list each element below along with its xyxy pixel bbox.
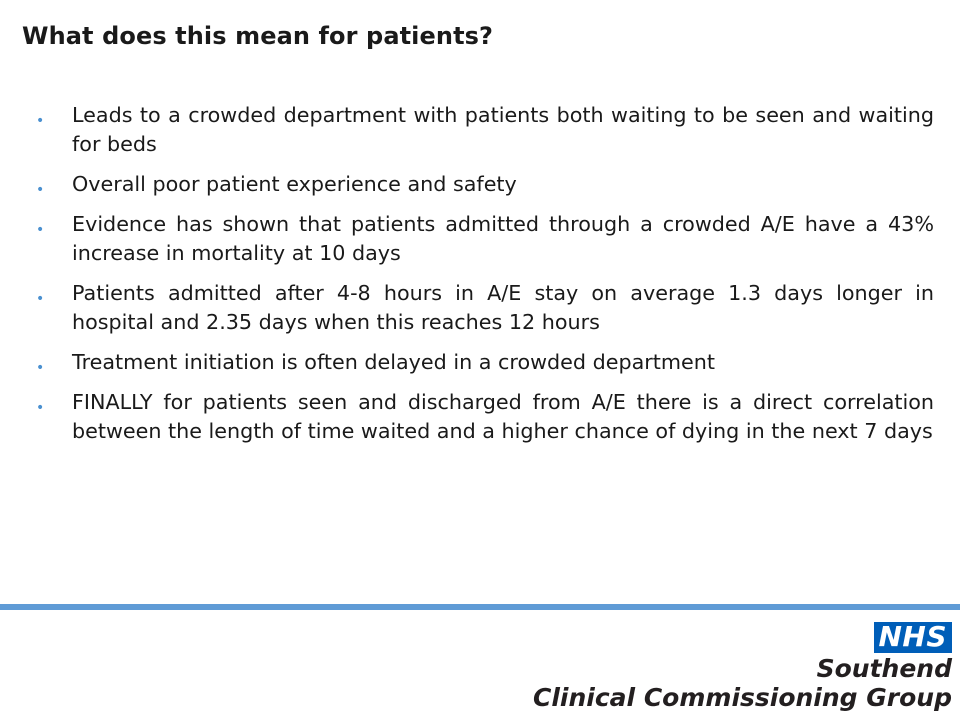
page-title: What does this mean for patients? <box>22 22 494 50</box>
bullet-dot-icon: • <box>36 222 45 238</box>
nhs-badge: NHS <box>874 622 952 653</box>
bullet-dot-icon: • <box>36 360 45 376</box>
org-name: Southend <box>816 654 952 683</box>
org-subtitle: Clinical Commissioning Group <box>533 683 952 712</box>
bullet-list <box>30 101 934 457</box>
bullet-text: FINALLY for patients seen and discharged from A/E there is a direct correlation between the length of time waited and a higher chance of dying in the next 7 days <box>72 390 934 443</box>
bullet-dot-icon: • <box>36 291 45 307</box>
list-item <box>30 348 934 377</box>
bullet-text: Overall poor patient experience and safety <box>72 172 517 196</box>
footer-divider <box>0 604 960 610</box>
bullet-dot-icon: • <box>36 113 45 129</box>
list-item <box>30 279 934 337</box>
nhs-logo <box>533 622 952 712</box>
list-item <box>30 101 934 159</box>
list-item <box>30 170 934 199</box>
list-item <box>30 210 934 268</box>
bullet-text: Evidence has shown that patients admitted through a crowded A/E have a 43% increase in mortality at 10 days <box>72 212 934 265</box>
bullet-text: Patients admitted after 4-8 hours in A/E stay on average 1.3 days longer in hospital and 2.35 days when this reaches 12 hours <box>72 281 934 334</box>
bullet-dot-icon: • <box>36 182 45 198</box>
bullet-text: Leads to a crowded department with patients both waiting to be seen and waiting for beds <box>72 103 934 156</box>
list-item <box>30 388 934 446</box>
bullet-text: Treatment initiation is often delayed in a crowded department <box>72 350 715 374</box>
bullet-dot-icon: • <box>36 400 45 416</box>
